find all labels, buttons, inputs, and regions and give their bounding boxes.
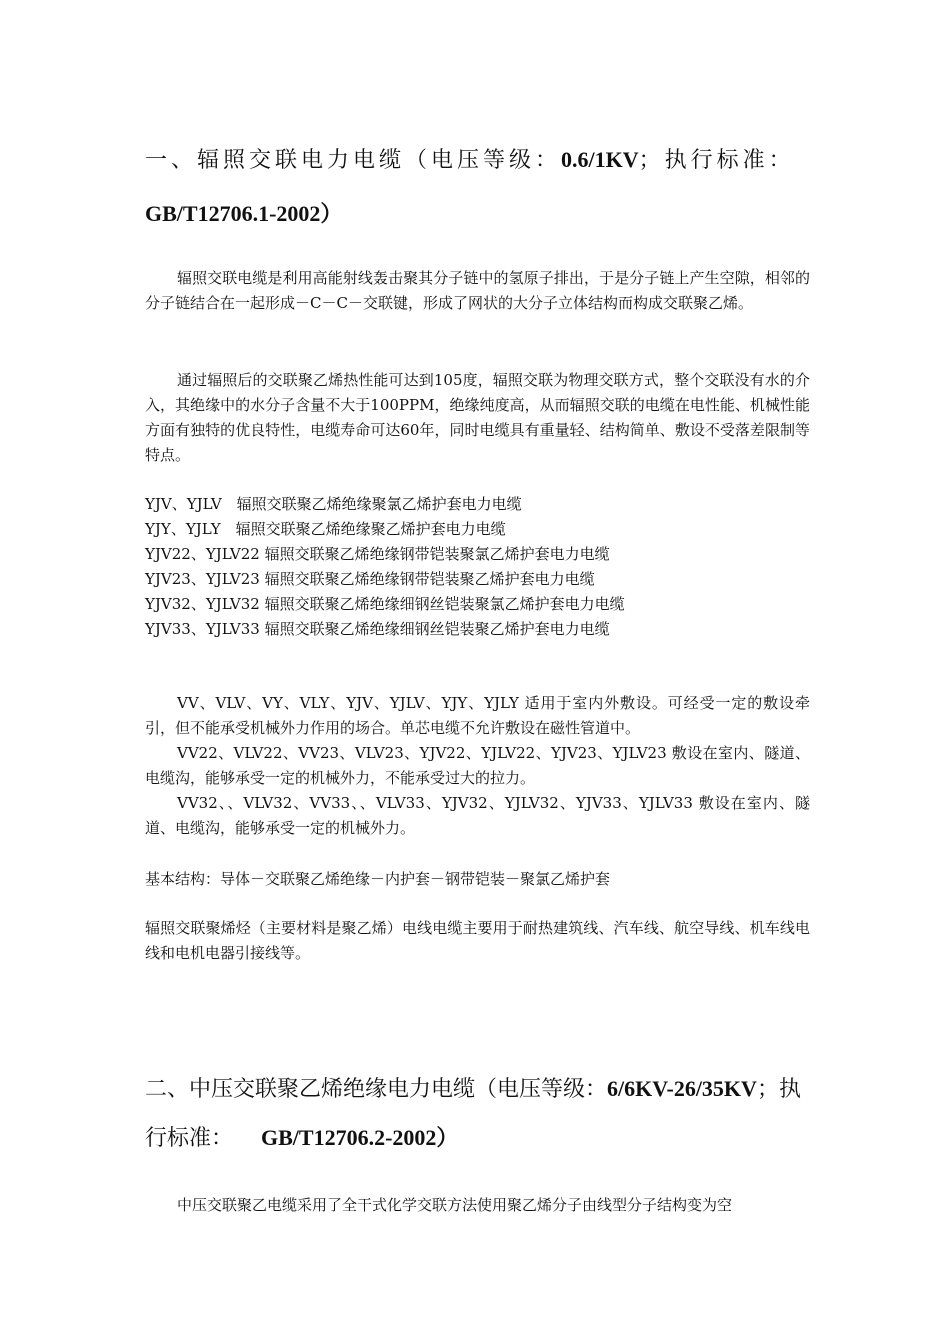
section1-heading-line2 bbox=[145, 190, 810, 239]
cable-type-item: YJV22、YJLV22 辐照交联聚乙烯绝缘钢带铠装聚氯乙烯护套电力电缆 bbox=[145, 545, 610, 563]
cable-type-item: YJY、YJLY 辐照交联聚乙烯绝缘聚乙烯护套电力电缆 bbox=[145, 520, 506, 538]
application-paragraph: 辐照交联聚烯烃（主要材料是聚乙烯）电线电缆主要用于耐热建筑线、汽车线、航空导线、机车线电线和电机电器引接线等。 bbox=[145, 919, 810, 962]
cable-type-item: YJV32、YJLV32 辐照交联聚乙烯绝缘细钢丝铠装聚氯乙烯护套电力电缆 bbox=[145, 595, 625, 613]
section1-heading-standard-label: ；执行标准： bbox=[638, 148, 795, 173]
cable-type-item: YJV、YJLV 辐照交联聚乙烯绝缘聚氯乙烯护套电力电缆 bbox=[145, 495, 522, 513]
section2-intro: 中压交联聚乙电缆采用了全干式化学交联方法使用聚乙烯分子由线型分子结构变为空 bbox=[177, 1196, 733, 1214]
section1-heading-text: 一、辐照交联电力电缆（电压等级： bbox=[145, 148, 562, 173]
usage-paragraph-3: VV32、、VLV32、VV33、、VLV33、YJV32、YJLV32、YJV33、YJLV33 敷设在室内、隧道、电缆沟，能够承受一定的机械外力。 bbox=[145, 794, 810, 837]
usage-paragraph-2: VV22、VLV22、VV23、VLV23、YJV22、YJLV22、YJV23、YJLV23 敷设在室内、隧道、电缆沟，能够承受一定的机械外力，不能承受过大的拉力。 bbox=[145, 744, 810, 787]
section2-heading-line2 bbox=[145, 1114, 810, 1163]
usage-paragraph-1: VV、VLV、VY、VLY、YJV、YJLV、YJY、YJLY 适用于室内外敷设。可经受一定的敷设牵引，但不能承受机械外力作用的场合。单芯电缆不允许敷设在磁性管道中。 bbox=[145, 694, 810, 737]
section2-heading-text: 二、中压交联聚乙烯绝缘电力电缆（电压等级： bbox=[145, 1077, 608, 1102]
section1-performance: 通过辐照后的交联聚乙烯热性能可达到105度，辐照交联为物理交联方式，整个交联没有水的介入，其绝缘中的水分子含量不大于100PPM，绝缘纯度高，从而辐照交联的电缆在电性能、机械性能方面有独特的优良特性，电缆寿命可达60年，同时电缆具有重量轻、结构简单、敷设不受落差限制等特点。 bbox=[145, 371, 810, 464]
section1-intro: 辐照交联电缆是利用高能射线轰击聚其分子链中的氢原子排出，于是分子链上产生空隙，相邻的分子链结合在一起形成－C－C－交联键，形成了网状的大分子立体结构而构成交联聚乙烯。 bbox=[145, 269, 810, 312]
section2-heading-standard-prefix: 行标准： bbox=[145, 1126, 234, 1151]
section2-heading-line1 bbox=[145, 1065, 810, 1114]
cable-type-item: YJV33、YJLV33 辐照交联聚乙烯绝缘细钢丝铠装聚乙烯护套电力电缆 bbox=[145, 620, 610, 638]
cable-type-item: YJV23、YJLV23 辐照交联聚乙烯绝缘钢带铠装聚乙烯护套电力电缆 bbox=[145, 570, 595, 588]
section2-standard: GB/T12706.2-2002） bbox=[261, 1125, 459, 1150]
section2-heading-standard-label: ；执 bbox=[756, 1077, 801, 1102]
section1-standard: GB/T12706.1-2002） bbox=[145, 201, 343, 226]
basic-structure: 基本结构：导体－交联聚乙烯绝缘－内护套－钢带铠装－聚氯乙烯护套 bbox=[145, 870, 611, 888]
section1-heading-line1 bbox=[145, 136, 810, 185]
section2-voltage: 6/6KV-26/35KV bbox=[607, 1076, 757, 1101]
section1-voltage: 0.6/1KV bbox=[561, 147, 639, 172]
